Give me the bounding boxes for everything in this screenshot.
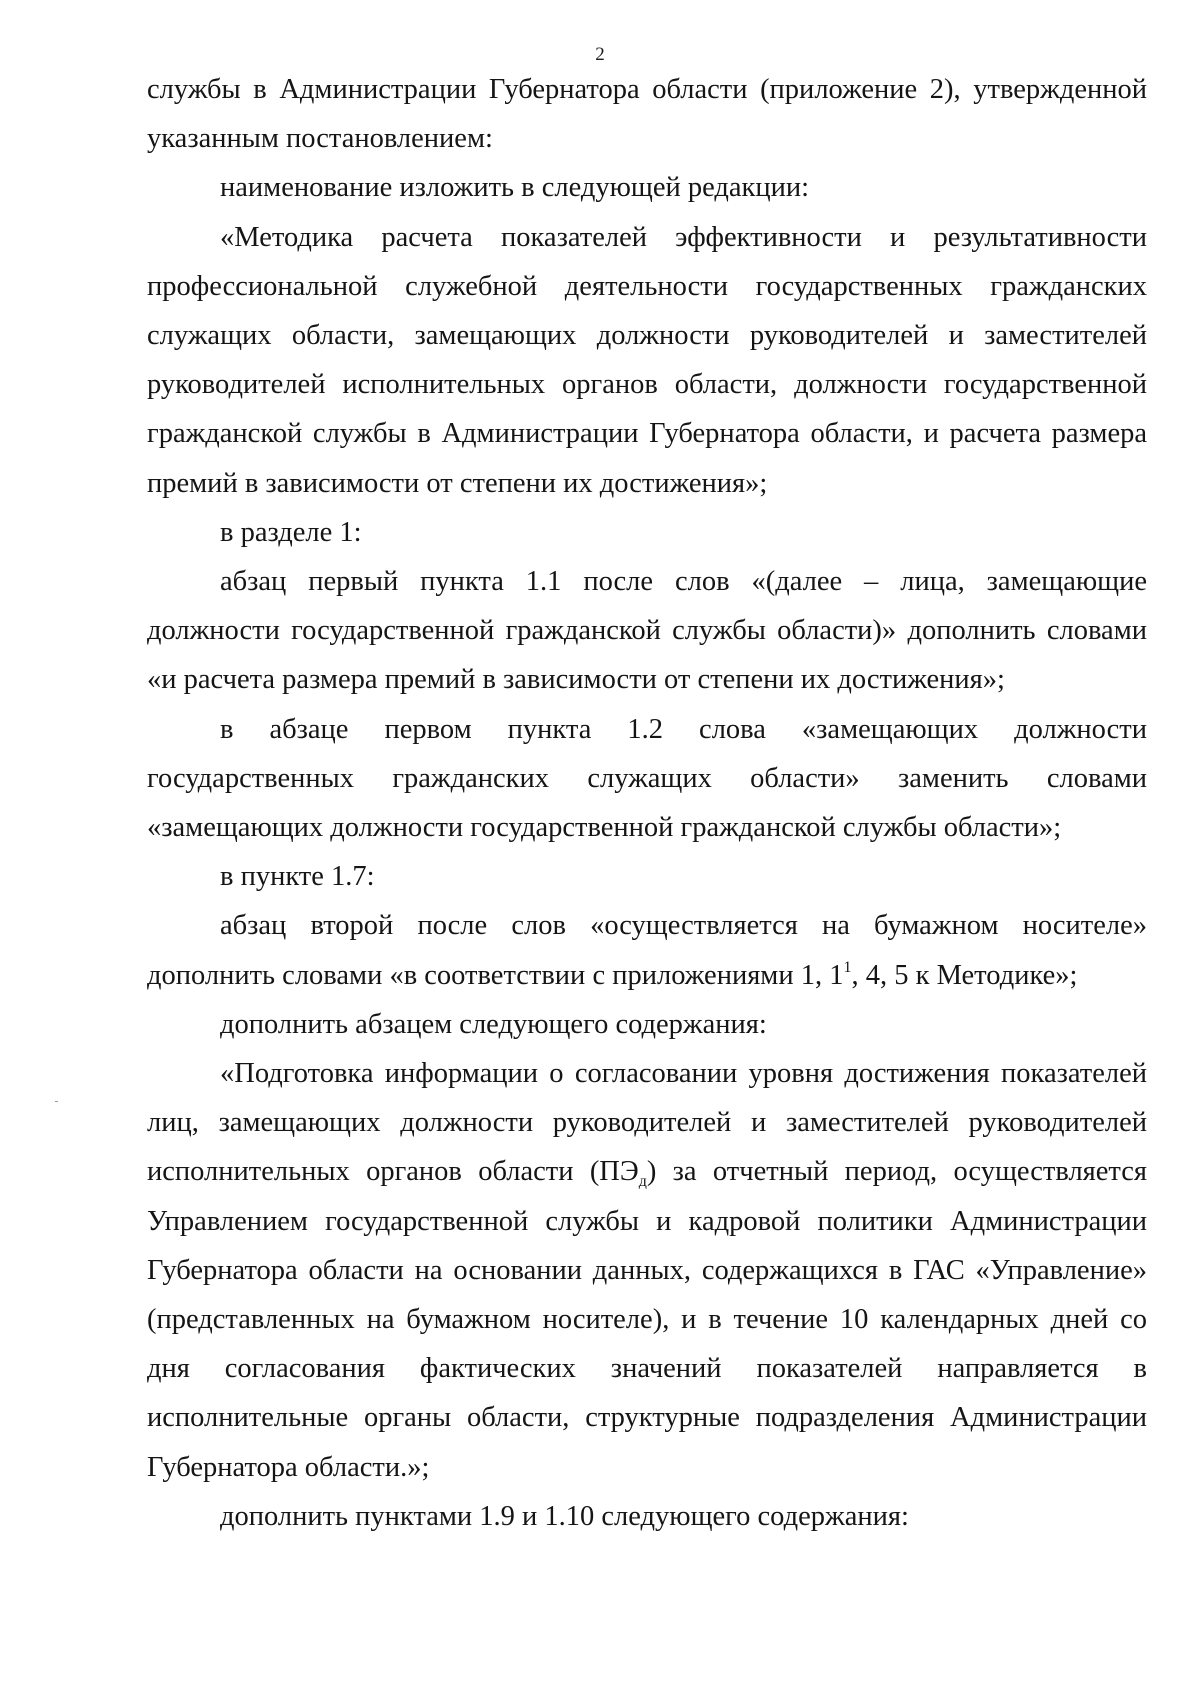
document-body xyxy=(147,65,1147,1541)
paragraph-preparation-tail: ) за отчетный период, осуществляется Управлением государственной службы и кадровой политики Администрации Губернатора области на основании данных, содержащихся в ГАС «Управление» (представленных на бумажном носителе), и в течение 10 календарных дней со дня согласования фактических значений показателей направляется в исполнительные органы области, структурные подразделения Администрации Губернатора области.»; xyxy=(147,1156,1147,1483)
paragraph-preparation-text: «Подготовка информации о согласовании уровня достижения показателей лиц, замещающих должности руководителей и заместителей руководителей исполнительных органов области (ПЭ xyxy=(147,1058,1147,1188)
paragraph-methodology-title: «Методика расчета показателей эффективности и результативности профессиональной служебной деятельности государственных гражданских служащих области, замещающих должности руководителей и заместителей руководителей исполнительных органов области, должности государственной гражданской службы в Администрации Губернатора области, и расчета размера премий в зависимости от степени их достижения»; xyxy=(147,221,1147,499)
indicator-subscript: д xyxy=(638,1173,647,1191)
paragraph-section-1: в разделе 1: xyxy=(220,516,362,548)
paragraph-second-abzac xyxy=(147,901,1147,999)
page-number: 2 xyxy=(595,44,605,65)
paragraph-second-abzac-text: абзац второй после слов «осуществляется на бумажном носителе» дополнить словами «в соответствии с приложениями 1, 1 xyxy=(147,910,1147,991)
paragraph-add-abzac: дополнить абзацем следующего содержания: xyxy=(220,1008,767,1040)
paragraph-add-clauses: дополнить пунктами 1.9 и 1.10 следующего содержания: xyxy=(220,1500,909,1532)
paragraph-clause-1-7: в пункте 1.7: xyxy=(220,861,375,893)
paragraph-rename-instruction: наименование изложить в следующей редакции: xyxy=(220,172,810,204)
paragraph-service-continuation: службы в Администрации Губернатора области (приложение 2), утвержденной указанным постановлением: xyxy=(147,74,1147,155)
appendix-superscript: 1 xyxy=(843,958,852,976)
paragraph-preparation-info xyxy=(147,1049,1147,1492)
paragraph-clause-1-2: в абзаце первом пункта 1.2 слова «замещающих должности государственных гражданских служащих области» заменить словами «замещающих должности государственной гражданской службы области»; xyxy=(147,713,1147,844)
paragraph-second-abzac-tail: , 4, 5 к Методике»; xyxy=(851,959,1078,991)
paragraph-clause-1-1: абзац первый пункта 1.1 после слов «(далее – лица, замещающие должности государственной гражданской службы области)» дополнить словами «и расчета размера премий в зависимости от степени их достижения»; xyxy=(147,566,1147,696)
scan-margin-mark xyxy=(55,1101,58,1102)
